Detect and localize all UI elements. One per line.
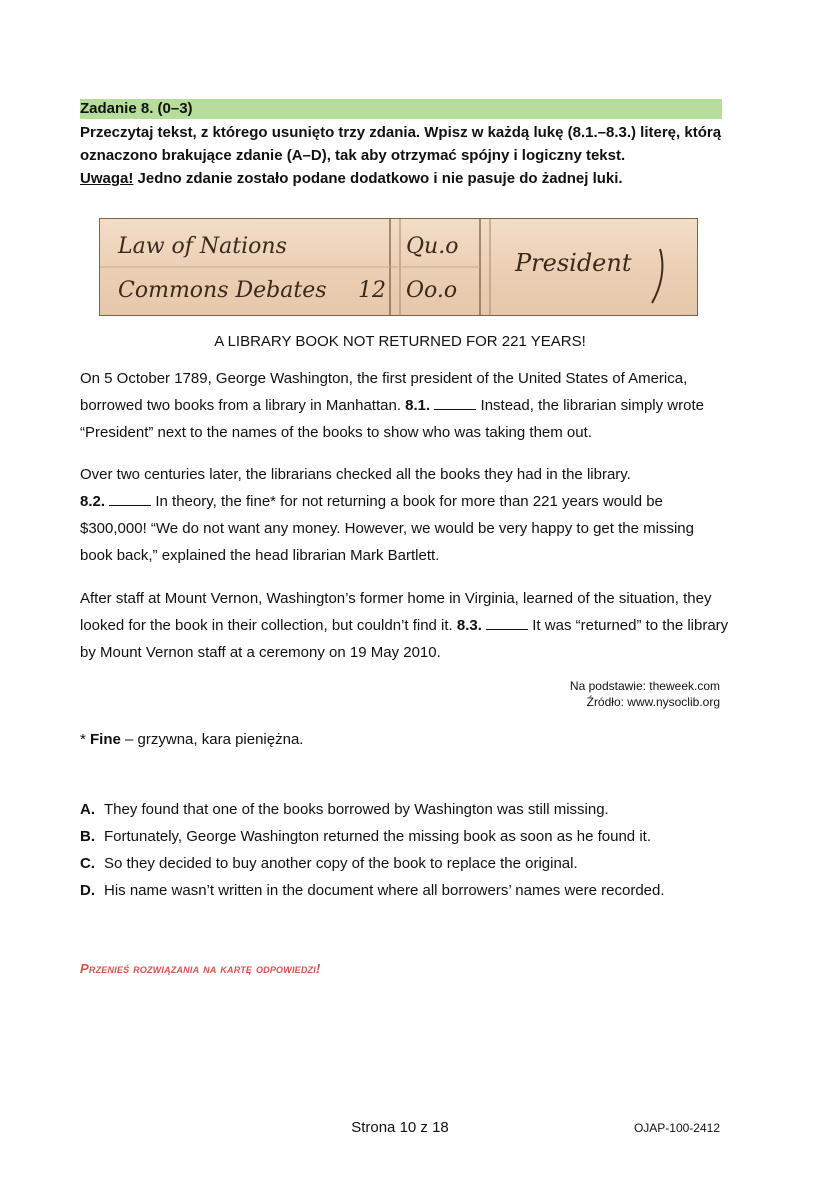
transfer-note: Przenieś rozwiązania na kartę odpowiedzi!: [80, 961, 321, 976]
gap-8-3-blank[interactable]: [486, 615, 528, 630]
option-letter: B.: [80, 828, 95, 845]
task-header-text: Zadanie 8. (0–3): [80, 100, 193, 117]
source-line-2: Źródło: www.nysoclib.org: [586, 695, 720, 709]
exam-code: OJAP-100-2412: [633, 1121, 720, 1135]
source-line-1: Na podstawie: theweek.com: [569, 679, 720, 693]
paragraph-2: [80, 461, 730, 569]
gap-8-2-label: 8.2.: [80, 493, 106, 510]
option-text: His name wasn’t written in the document where all borrowers’ names were recorded.: [104, 882, 665, 899]
ledger-president: President: [515, 249, 632, 277]
footnote-definition: – grzywna, kara pieniężna.: [120, 731, 304, 748]
page-number: Strona 10 z 18: [351, 1119, 449, 1136]
paragraph-3-start: After staff at Mount Vernon, Washington’s former home in Virginia, learned of the situation, they looked for the book in their collection, but couldn’t find it.: [80, 590, 712, 634]
paragraph-3: [80, 585, 730, 666]
ledger-image: [100, 219, 697, 315]
paragraph-3-end: It was “returned” to the library by Mount Vernon staff at a ceremony on 19 May 2010.: [80, 617, 729, 661]
warning-text: Jedno zdanie zostało podane dodatkowo i nie pasuje do żadnej luki.: [133, 170, 623, 187]
gap-8-1-label: 8.1.: [405, 397, 431, 414]
footnote-term: Fine: [90, 731, 121, 748]
option-b: [80, 827, 760, 847]
option-letter: A.: [80, 801, 95, 818]
option-a: [80, 800, 760, 820]
instruction-text: Przeczytaj tekst, z którego usunięto trzy zdania. Wpisz w każdą lukę (8.1.–8.3.) literę, którą oznaczono brakujące zdanie (A–D), tak aby otrzymać spójny i logiczny tekst.: [80, 124, 722, 164]
option-letter: D.: [80, 882, 95, 899]
article-title: A LIBRARY BOOK NOT RETURNED FOR 221 YEARS!: [214, 333, 586, 350]
footnote: [80, 730, 303, 750]
option-text: Fortunately, George Washington returned the missing book as soon as he found it.: [104, 828, 651, 845]
option-d: [80, 881, 760, 901]
option-text: They found that one of the books borrowed by Washington was still missing.: [104, 801, 609, 818]
paragraph-2-end: In theory, the fine* for not returning a book for more than 221 years would be $300,000! “We do not want any money. However, we would be very happy to get the missing book back,” explained the head librarian Mark Bartlett.: [80, 493, 694, 564]
ledger-line2-mid: Oo.o: [406, 278, 458, 303]
option-letter: C.: [80, 855, 95, 872]
option-c: [80, 854, 760, 874]
ledger-photo: [99, 218, 698, 316]
option-text: So they decided to buy another copy of the book to replace the original.: [104, 855, 578, 872]
footnote-asterisk: *: [80, 731, 91, 748]
gap-8-3-label: 8.3.: [456, 617, 482, 634]
warning-label: Uwaga!: [80, 170, 134, 187]
ledger-line1-mid: Qu.o: [406, 234, 459, 259]
ledger-flourish: [652, 249, 662, 303]
paragraph-2-start: Over two centuries later, the librarians checked all the books they had in the library.: [80, 466, 631, 483]
task-instruction: [80, 121, 730, 190]
gap-8-1-blank[interactable]: [434, 395, 476, 410]
paragraph-1: [80, 365, 730, 446]
gap-8-2-blank[interactable]: [109, 491, 151, 506]
ledger-line1-left: Law of Nations: [118, 234, 287, 259]
ledger-line2-left: Commons Debates: [118, 278, 327, 303]
task-header: [80, 99, 722, 119]
paragraph-1-start: On 5 October 1789, George Washington, the first president of the United States of America, borrowed two books from a library in Manhattan.: [80, 370, 688, 414]
paragraph-1-end: Instead, the librarian simply wrote “President” next to the names of the books to show who was taking them out.: [80, 397, 704, 441]
ledger-line2-num: 12: [358, 278, 386, 303]
